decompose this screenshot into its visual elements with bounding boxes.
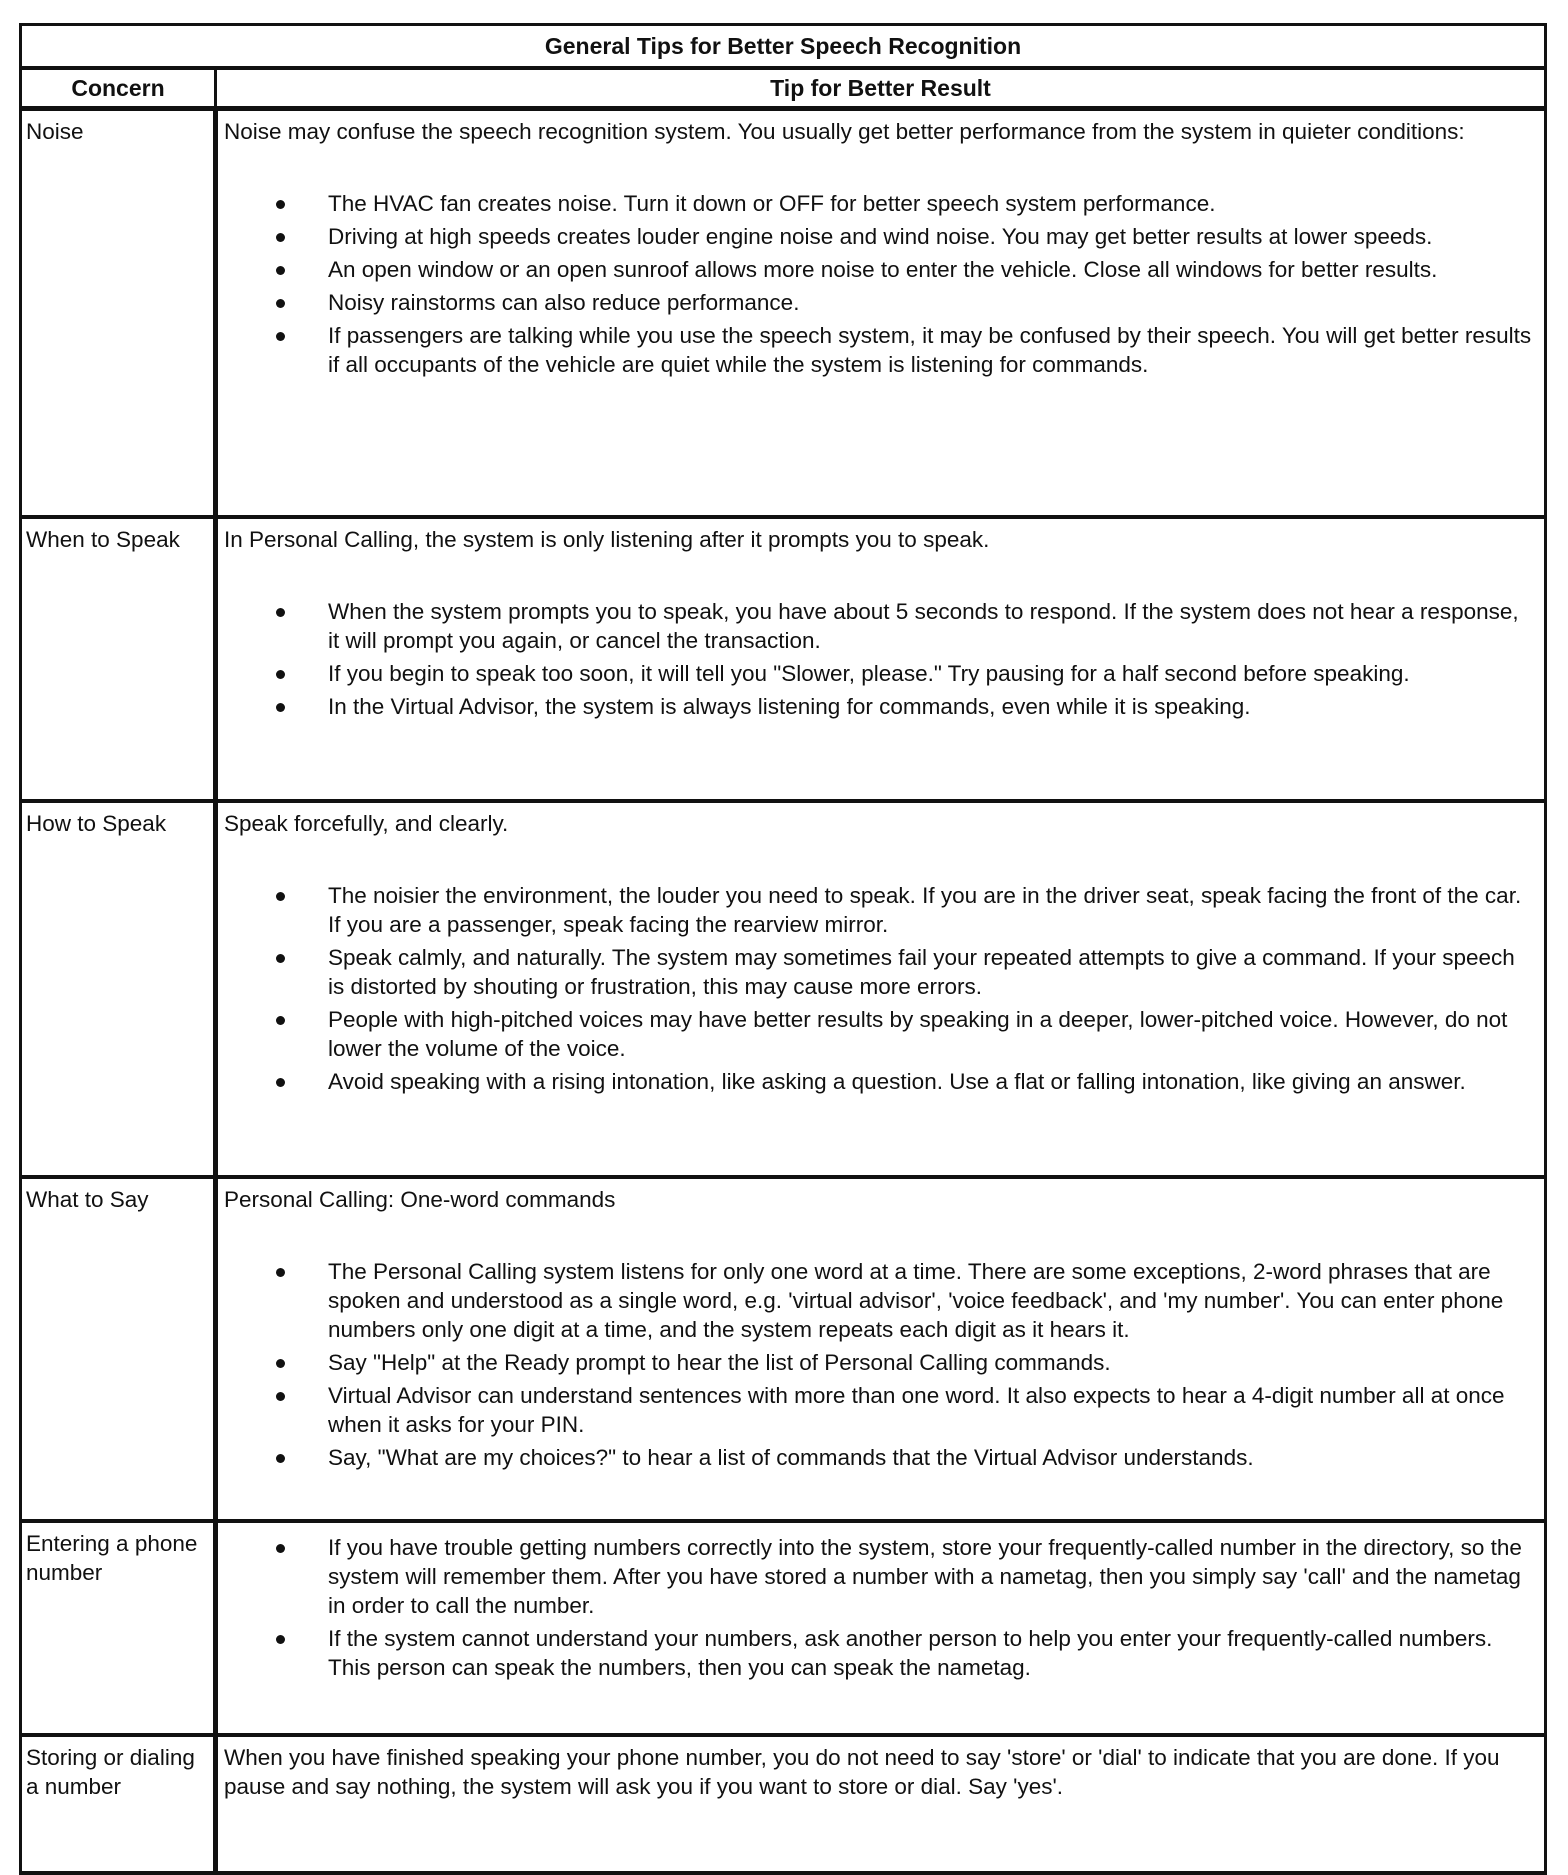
list-item (224, 659, 1534, 688)
tip-bullet-list (224, 597, 1534, 721)
list-item (224, 189, 1534, 218)
tip-intro: Noise may confuse the speech recognition system. You usually get better performance from the system in quieter conditions: (224, 119, 1465, 144)
bullet-dot-icon (276, 608, 285, 617)
bullet-text: An open window or an open sunroof allows more noise to enter the vehicle. Close all windows for better results. (328, 257, 1438, 282)
tip-bullet-list (224, 189, 1534, 379)
bullet-dot-icon (276, 1078, 285, 1087)
bullet-dot-icon (276, 299, 285, 308)
list-item (224, 288, 1534, 317)
tip-cell (216, 517, 1546, 801)
bullet-text: If you begin to speak too soon, it will tell you "Slower, please." Try pausing for a half second before speaking. (328, 661, 1410, 686)
tip-cell (216, 109, 1546, 518)
list-item (224, 222, 1534, 251)
bullet-dot-icon (276, 1454, 285, 1463)
list-item (224, 1067, 1534, 1096)
tip-bullet-list (224, 1533, 1534, 1682)
list-item (224, 597, 1534, 655)
tip-intro: Personal Calling: One-word commands (224, 1187, 616, 1212)
bullet-text: The Personal Calling system listens for only one word at a time. There are some exceptions, 2-word phrases that are spoken and understood as a single word, e.g. 'virtual advisor', 'voice feedback', and 'my number'. You can enter phone numbers only one digit at a time, and the system repeats each digit as it hears it. (328, 1259, 1504, 1342)
tip-cell (216, 1177, 1546, 1521)
bullet-dot-icon (276, 1359, 285, 1368)
speech-tips-table (19, 23, 1547, 1875)
bullet-dot-icon (276, 266, 285, 275)
bullet-text: The noisier the environment, the louder you need to speak. If you are in the driver seat, speak facing the front of the car. If you are a passenger, speak facing the rearview mirror. (328, 883, 1522, 937)
bullet-text: Say, "What are my choices?" to hear a list of commands that the Virtual Advisor understands. (328, 1445, 1254, 1470)
bullet-text: When the system prompts you to speak, you have about 5 seconds to respond. If the system does not hear a response, it will prompt you again, or cancel the transaction. (328, 599, 1519, 653)
bullet-dot-icon (276, 1016, 285, 1025)
tip-intro: When you have finished speaking your phone number, you do not need to say 'store' or 'dial' to indicate that you are done. If you pause and say nothing, the system will ask you if you want to store or dial. Say 'yes'. (224, 1745, 1500, 1799)
bullet-text: Driving at high speeds creates louder engine noise and wind noise. You may get better results at lower speeds. (328, 224, 1433, 249)
bullet-dot-icon (276, 233, 285, 242)
tip-cell (216, 1735, 1546, 1873)
bullet-dot-icon (276, 1392, 285, 1401)
table-row (21, 517, 1546, 801)
table-header-row (21, 68, 1546, 109)
bullet-dot-icon (276, 332, 285, 341)
bullet-dot-icon (276, 670, 285, 679)
bullet-dot-icon (276, 703, 285, 712)
tip-bullet-list (224, 881, 1534, 1096)
column-header-concern: Concern (21, 68, 216, 109)
list-item (224, 321, 1534, 379)
list-item (224, 1005, 1534, 1063)
list-item (224, 1381, 1534, 1439)
table-title: General Tips for Better Speech Recognition (21, 25, 1546, 69)
table-row (21, 1177, 1546, 1521)
bullet-dot-icon (276, 954, 285, 963)
bullet-dot-icon (276, 200, 285, 209)
tip-intro: In Personal Calling, the system is only listening after it prompts you to speak. (224, 527, 990, 552)
list-item (224, 1257, 1534, 1344)
bullet-text: Avoid speaking with a rising intonation, like asking a question. Use a flat or falling intonation, like giving an answer. (328, 1069, 1466, 1094)
bullet-text: Noisy rainstorms can also reduce performance. (328, 290, 800, 315)
list-item (224, 1348, 1534, 1377)
table-title-row (21, 25, 1546, 69)
bullet-text: If the system cannot understand your numbers, ask another person to help you enter your frequently-called numbers. This person can speak the numbers, then you can speak the nametag. (328, 1626, 1493, 1680)
concern-cell: What to Say (21, 1177, 216, 1521)
list-item (224, 943, 1534, 1001)
concern-cell: Storing or dialing a number (21, 1735, 216, 1873)
list-item (224, 1443, 1534, 1472)
bullet-text: Virtual Advisor can understand sentences with more than one word. It also expects to hear a 4-digit number all at once when it asks for your PIN. (328, 1383, 1505, 1437)
tip-cell (216, 801, 1546, 1177)
bullet-dot-icon (276, 1544, 285, 1553)
list-item (224, 692, 1534, 721)
list-item (224, 255, 1534, 284)
tip-cell (216, 1521, 1546, 1735)
table-row (21, 1735, 1546, 1873)
bullet-text: The HVAC fan creates noise. Turn it down or OFF for better speech system performance. (328, 191, 1216, 216)
column-header-tip: Tip for Better Result (216, 68, 1546, 109)
bullet-dot-icon (276, 1268, 285, 1277)
concern-cell: Entering a phone number (21, 1521, 216, 1735)
bullet-dot-icon (276, 892, 285, 901)
concern-cell: When to Speak (21, 517, 216, 801)
list-item (224, 881, 1534, 939)
bullet-text: In the Virtual Advisor, the system is always listening for commands, even while it is speaking. (328, 694, 1251, 719)
concern-cell: How to Speak (21, 801, 216, 1177)
table-row (21, 109, 1546, 518)
bullet-dot-icon (276, 1635, 285, 1644)
bullet-text: Speak calmly, and naturally. The system may sometimes fail your repeated attempts to give a command. If your speech is distorted by shouting or frustration, this may cause more errors. (328, 945, 1515, 999)
table-row (21, 801, 1546, 1177)
bullet-text: People with high-pitched voices may have better results by speaking in a deeper, lower-pitched voice. However, do not lower the volume of the voice. (328, 1007, 1508, 1061)
bullet-text: If you have trouble getting numbers correctly into the system, store your frequently-called number in the directory, so the system will remember them. After you have stored a number with a nametag, then you simply say 'call' and the nametag in order to call the number. (328, 1535, 1522, 1618)
concern-cell: Noise (21, 109, 216, 518)
bullet-text: If passengers are talking while you use the speech system, it may be confused by their speech. You will get better results if all occupants of the vehicle are quiet while the system is listening for commands. (328, 323, 1532, 377)
list-item (224, 1624, 1534, 1682)
table-row (21, 1521, 1546, 1735)
tip-bullet-list (224, 1257, 1534, 1472)
bullet-text: Say "Help" at the Ready prompt to hear the list of Personal Calling commands. (328, 1350, 1111, 1375)
list-item (224, 1533, 1534, 1620)
tip-intro: Speak forcefully, and clearly. (224, 811, 509, 836)
